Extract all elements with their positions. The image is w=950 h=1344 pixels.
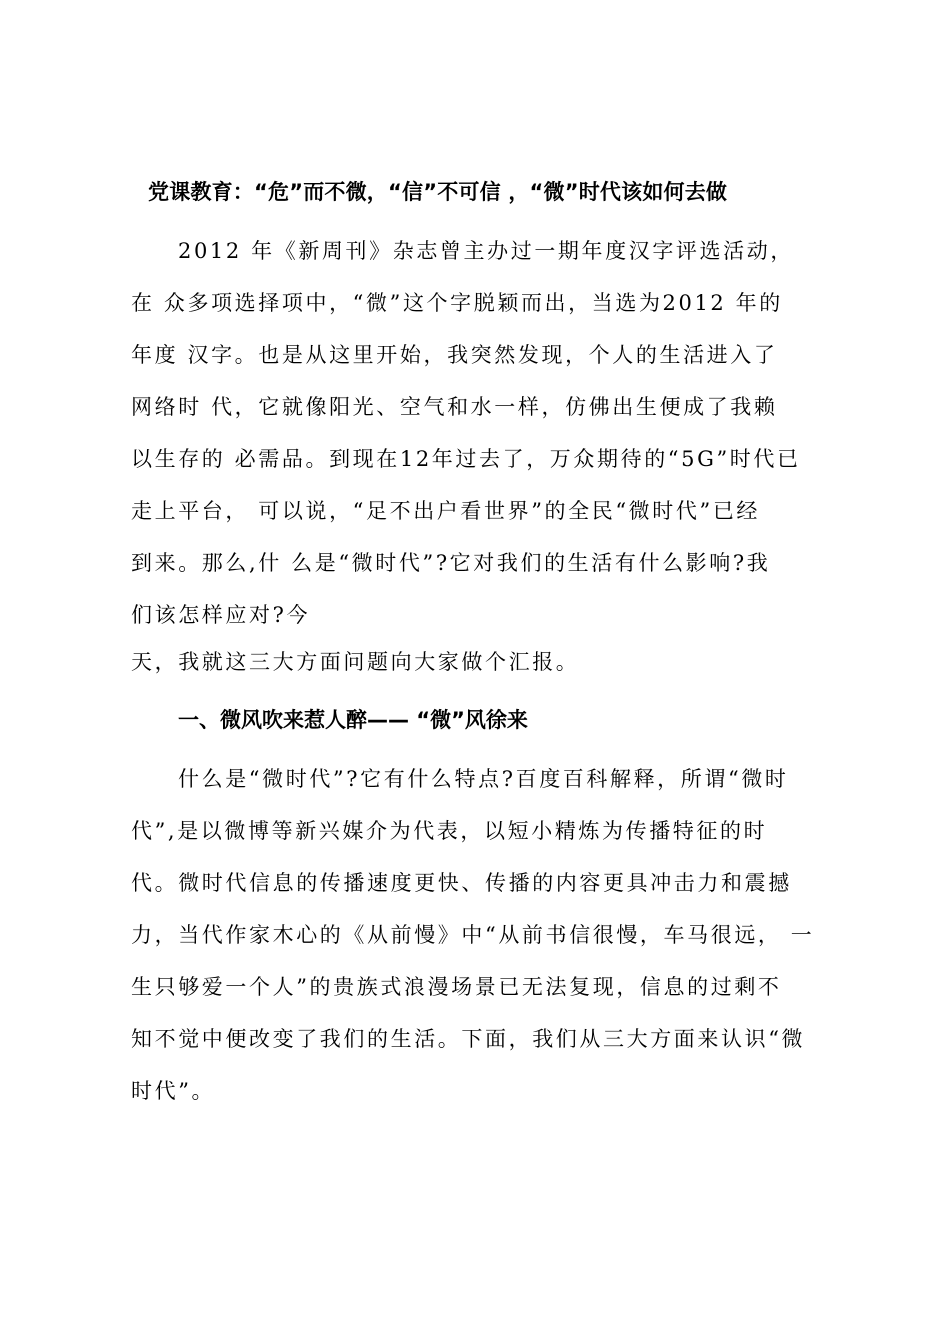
paragraph-line: 知不觉中便改变了我们的生活。下面，我们从三大方面来认识“微	[131, 1027, 806, 1051]
paragraph-line: 2012 年《新周刊》杂志曾主办过一期年度汉字评选活动，	[178, 239, 794, 263]
paragraph-line: 天，我就这三大方面问题向大家做个汇报。	[131, 650, 580, 674]
paragraph-line: 时代”。	[131, 1079, 216, 1103]
paragraph-line: 力，当代作家木心的《从前慢》中“从前书信很慢，车马很远， 一	[131, 923, 815, 947]
paragraph-line: 到来。那么,什 么是“微时代”?它对我们的生活有什么影响?我	[131, 551, 771, 575]
paragraph-line: 年度 汉字。也是从这里开始，我突然发现，个人的生活进入了	[131, 343, 778, 367]
paragraph-line: 代。微时代信息的传播速度更快、传播的内容更具冲击力和震撼	[131, 871, 792, 895]
paragraph-line: 在 众多项选择项中，“微”这个字脱颖而出，当选为2012 年的	[131, 291, 783, 315]
paragraph-line: 网络时 代，它就像阳光、空气和水一样，仿佛出生便成了我赖	[131, 395, 778, 419]
paragraph-line: 以生存的 必需品。到现在12年过去了，万众期待的“5G”时代已	[131, 447, 801, 471]
paragraph-line: 走上平台， 可以说，“足不出户看世界”的全民“微时代”已经	[131, 499, 761, 523]
paragraph-line: 代”,是以微博等新兴媒介为代表，以短小精炼为传播特征的时	[131, 819, 768, 843]
document-title: 党课教育：“危”而不微，“信”不可信 ，“微”时代该如何去做	[148, 180, 728, 204]
paragraph-line: 生只够爱一个人”的贵族式浪漫场景已无法复现，信息的过剩不	[131, 975, 782, 999]
paragraph-line: 们该怎样应对?今	[131, 603, 311, 627]
section-heading: 一、微风吹来惹人醉—— “微”风徐来	[178, 708, 528, 732]
paragraph-line: 什么是“微时代”?它有什么特点?百度百科解释，所谓“微时	[178, 767, 789, 791]
